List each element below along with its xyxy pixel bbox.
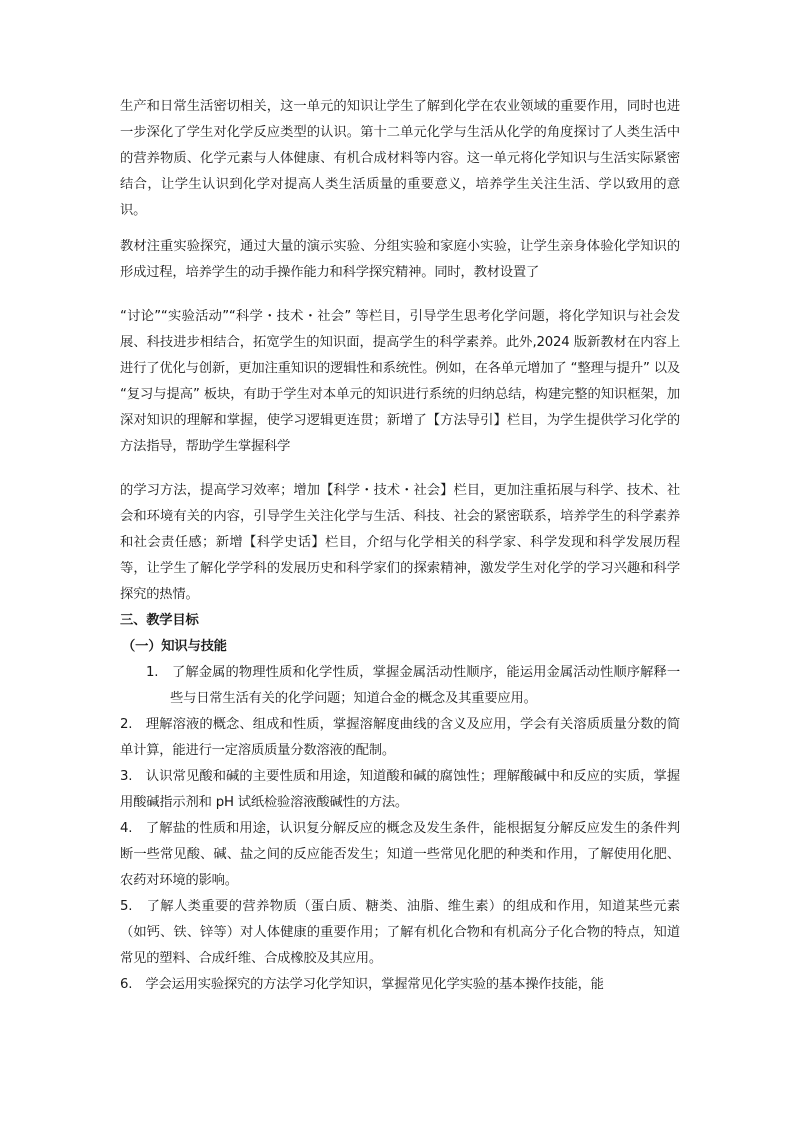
- list-item-2: 2. 理解溶液的概念、组成和性质，掌握溶解度曲线的含义及应用，学会有关溶质质量分数的简单计算，能进行一定溶质质量分数溶液的配制。: [120, 717, 680, 758]
- subsection-title: （一）知识与技能: [122, 639, 227, 654]
- list-item-4: 4. 了解盐的性质和用途，认识复分解反应的概念及发生条件，能根据复分解反应发生的条件判断一些常见酸、碱、盐之间的反应能否发生；知道一些常见化肥的种类和作用，了解使用化肥、农药对环境的影响。: [120, 821, 680, 888]
- list-item-5: 5. 了解人类重要的营养物质（蛋白质、糖类、油脂、维生素）的组成和作用，知道某些元素（如钙、铁、锌等）对人体健康的重要作用；了解有机化合物和有机高分子化合物的特点，知道常见的塑料、合成纤维、合成橡胶及其应用。: [120, 899, 680, 966]
- paragraph-columns: “讨论”“实验活动”“科学・技术・社会” 等栏目，引导学生思考化学问题，将化学知识与社会发展、科技进步相结合，拓宽学生的知识面，提高学生的科学素养。此外,2024 版新教材在内容上进行了优化与创新，更加注重知识的逻辑性和系统性。例如，在各单元增加了 “整理与提升” 以及 “复习与提高” 板块，有助于学生对本单元的知识进行系统的归纳总结，构建完整的知识框架，加深对知识的理解和掌握，使学习逻辑更连贯；新增了【方法导引】栏目，为学生提供学习化学的方法指导，帮助学生掌握科学: [120, 309, 680, 454]
- paragraph-experiments: 教材注重实验探究，通过大量的演示实验、分组实验和家庭小实验，让学生亲身体验化学知识的形成过程，培养学生的动手操作能力和科学探究精神。同时，教材设置了: [120, 239, 680, 280]
- list-item-6: 6. 学会运用实验探究的方法学习化学知识，掌握常见化学实验的基本操作技能，能: [120, 977, 604, 992]
- section-title: 三、教学目标: [120, 613, 199, 628]
- list-item-3: 3. 认识常见酸和碱的主要性质和用途，知道酸和碱的腐蚀性；理解酸碱中和反应的实质，掌握用酸碱指示剂和 pH 试纸检验溶液酸碱性的方法。: [120, 769, 680, 810]
- document-body: [120, 94, 680, 998]
- paragraph-new-columns: 的学习方法，提高学习效率；增加【科学・技术・社会】栏目，更加注重拓展与科学、技术、社会和环境有关的内容，引导学生关注化学与生活、科技、社会的紧密联系，培养学生的科学素养和社会责任感；新增【科学史话】栏目，介绍与化学相关的科学家、科学发现和科学发展历程等，让学生了解化学学科的发展历史和科学家们的探索精神，激发学生对化学的学习兴趣和科学探究的热情。: [120, 483, 680, 602]
- list-item-1: 1. 了解金属的物理性质和化学性质，掌握金属活动性顺序，能运用金属活动性顺序解释一些与日常生活有关的化学问题；知道合金的概念及其重要应用。: [146, 665, 680, 706]
- paragraph-unit-summary: 生产和日常生活密切相关，这一单元的知识让学生了解到化学在农业领域的重要作用，同时也进一步深化了学生对化学反应类型的认识。第十二单元化学与生活从化学的角度探讨了人类生活中的营养物质、化学元素与人体健康、有机合成材料等内容。这一单元将化学知识与生活实际紧密结合，让学生认识到化学对提高人类生活质量的重要意义，培养学生关注生活、学以致用的意识。: [120, 99, 680, 218]
